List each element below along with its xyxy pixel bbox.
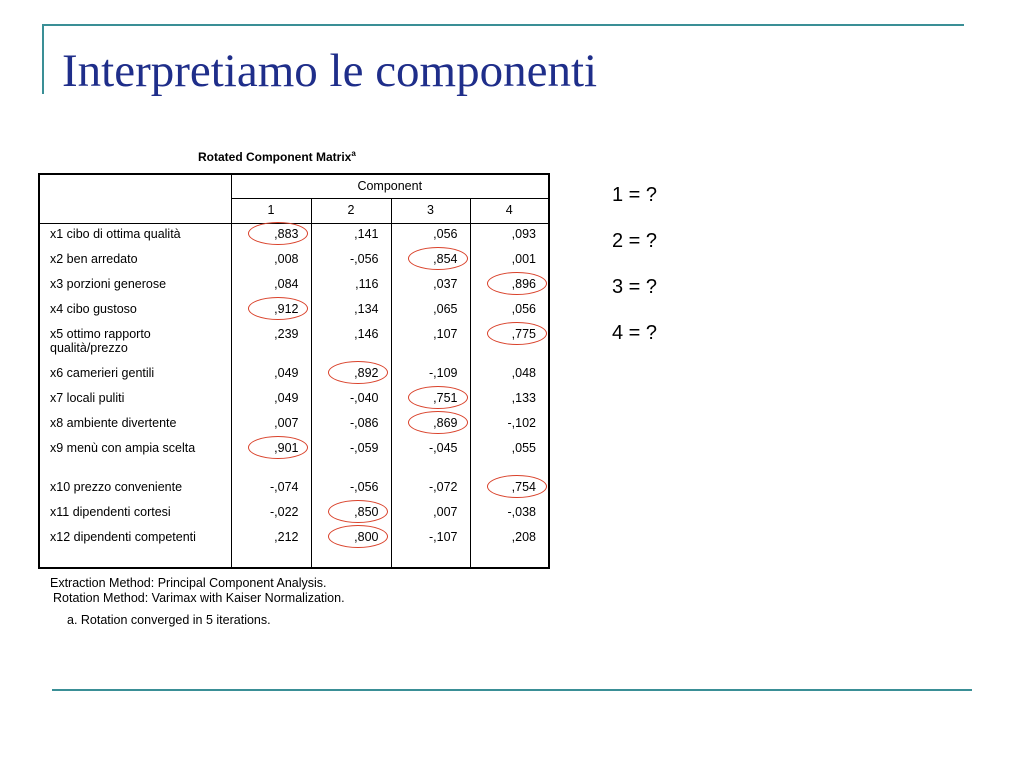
loading-value: ,048 — [511, 365, 536, 380]
loading-value: ,212 — [231, 527, 311, 568]
table-row — [39, 477, 549, 502]
loading-value: ,049 — [231, 388, 311, 413]
extraction-method-note: Extraction Method: Principal Component Analysis. — [50, 576, 327, 590]
loading-value: -,072 — [391, 477, 470, 502]
loading-value: ,146 — [311, 324, 391, 363]
component-number: 3 — [391, 199, 470, 224]
table-caption-footnote-mark: a — [351, 149, 356, 158]
loading-value: ,134 — [311, 299, 391, 324]
loading-value: -,056 — [311, 477, 391, 502]
loading-value: ,065 — [391, 299, 470, 324]
loading-value: ,001 — [511, 251, 536, 266]
variable-label: x5 ottimo rapporto qualità/prezzo — [39, 324, 231, 363]
loading-value: ,007 — [391, 502, 470, 527]
loading-value: ,093 — [511, 227, 536, 241]
loading-value-highlighted: ,912 — [231, 299, 311, 324]
variable-label: x1 cibo di ottima qualità — [39, 224, 231, 249]
loading-value: ,239 — [231, 324, 311, 363]
question-component-1: 1 = ? — [612, 184, 658, 206]
rotation-method-note: Rotation Method: Varimax with Kaiser Normalization. — [53, 591, 345, 605]
variable-label: x9 menù con ampia scelta — [39, 438, 231, 477]
component-number: 1 — [231, 199, 311, 224]
loading-value: -,109 — [391, 363, 470, 388]
component-number: 2 — [311, 199, 391, 224]
table-caption — [198, 149, 356, 164]
loading-value-highlighted: ,775 — [470, 324, 549, 363]
loading-value: -,059 — [311, 438, 391, 477]
top-rule — [42, 24, 964, 26]
loading-value-highlighted: ,800 — [311, 527, 391, 568]
table-row — [39, 299, 549, 324]
bottom-rule — [52, 689, 972, 691]
component-group-header: Component — [231, 174, 549, 199]
table-caption-text: Rotated Component Matrix — [198, 150, 352, 164]
loading-value: ,008 — [231, 249, 311, 274]
table-row — [39, 388, 549, 413]
loading-value-highlighted: ,850 — [311, 502, 391, 527]
page-title: Interpretiamo le componenti — [62, 45, 598, 97]
variable-label: x7 locali puliti — [39, 388, 231, 413]
component-number: 4 — [470, 199, 549, 224]
variable-label: x6 camerieri gentili — [39, 363, 231, 388]
table-row — [39, 249, 549, 274]
loading-value: ,007 — [231, 413, 311, 438]
loading-value: -,086 — [311, 413, 391, 438]
rotated-component-matrix — [38, 173, 550, 569]
loading-value: ,116 — [311, 274, 391, 299]
loading-value: ,056 — [391, 224, 470, 249]
variable-label: x10 prezzo conveniente — [39, 477, 231, 502]
table-row — [39, 324, 549, 363]
table-row — [39, 363, 549, 388]
variable-label: x4 cibo gustoso — [39, 299, 231, 324]
convergence-note: a. Rotation converged in 5 iterations. — [67, 613, 271, 627]
loading-value: ,084 — [231, 274, 311, 299]
question-component-4: 4 = ? — [612, 322, 658, 344]
loading-value-highlighted: ,892 — [311, 363, 391, 388]
loading-value-highlighted: ,854 — [391, 249, 470, 274]
loading-value-highlighted: ,754 — [470, 477, 549, 502]
table-row — [39, 527, 549, 568]
loading-value-highlighted: ,901 — [231, 438, 311, 477]
variable-label: x2 ben arredato — [39, 249, 231, 274]
loading-value: -,022 — [231, 502, 311, 527]
loading-value: ,107 — [391, 324, 470, 363]
loading-value-highlighted: ,751 — [391, 388, 470, 413]
table-row — [39, 274, 549, 299]
question-component-2: 2 = ? — [612, 230, 658, 252]
loading-value-highlighted: ,883 — [231, 224, 311, 249]
table-row — [39, 438, 549, 477]
loading-value-highlighted: ,896 — [470, 274, 549, 299]
loading-value: -,102 — [507, 415, 536, 430]
table-header-row — [39, 174, 549, 199]
table-row — [39, 413, 549, 438]
loading-value-highlighted: ,869 — [391, 413, 470, 438]
matrix-body — [39, 224, 549, 568]
loading-value: -,040 — [311, 388, 391, 413]
loading-value: -,045 — [391, 438, 470, 477]
loading-value: ,056 — [511, 301, 536, 316]
variable-label: x12 dipendenti competenti — [39, 527, 231, 568]
variable-label: x11 dipendenti cortesi — [39, 502, 231, 527]
table-row — [39, 502, 549, 527]
loading-value: -,038 — [507, 504, 536, 519]
question-component-3: 3 = ? — [612, 276, 658, 298]
loading-value: ,037 — [391, 274, 470, 299]
loading-value: ,208 — [511, 529, 536, 544]
loading-value: ,133 — [511, 390, 536, 405]
loading-value: -,074 — [231, 477, 311, 502]
table-corner-cell — [39, 174, 231, 224]
variable-label: x3 porzioni generose — [39, 274, 231, 299]
title-accent-bar — [42, 24, 44, 94]
loading-value: ,055 — [511, 440, 536, 455]
loading-value: ,141 — [311, 224, 391, 249]
loading-value: -,056 — [311, 249, 391, 274]
loading-value: -,107 — [391, 527, 470, 568]
loading-value: ,049 — [231, 363, 311, 388]
variable-label: x8 ambiente divertente — [39, 413, 231, 438]
table-row — [39, 224, 549, 249]
